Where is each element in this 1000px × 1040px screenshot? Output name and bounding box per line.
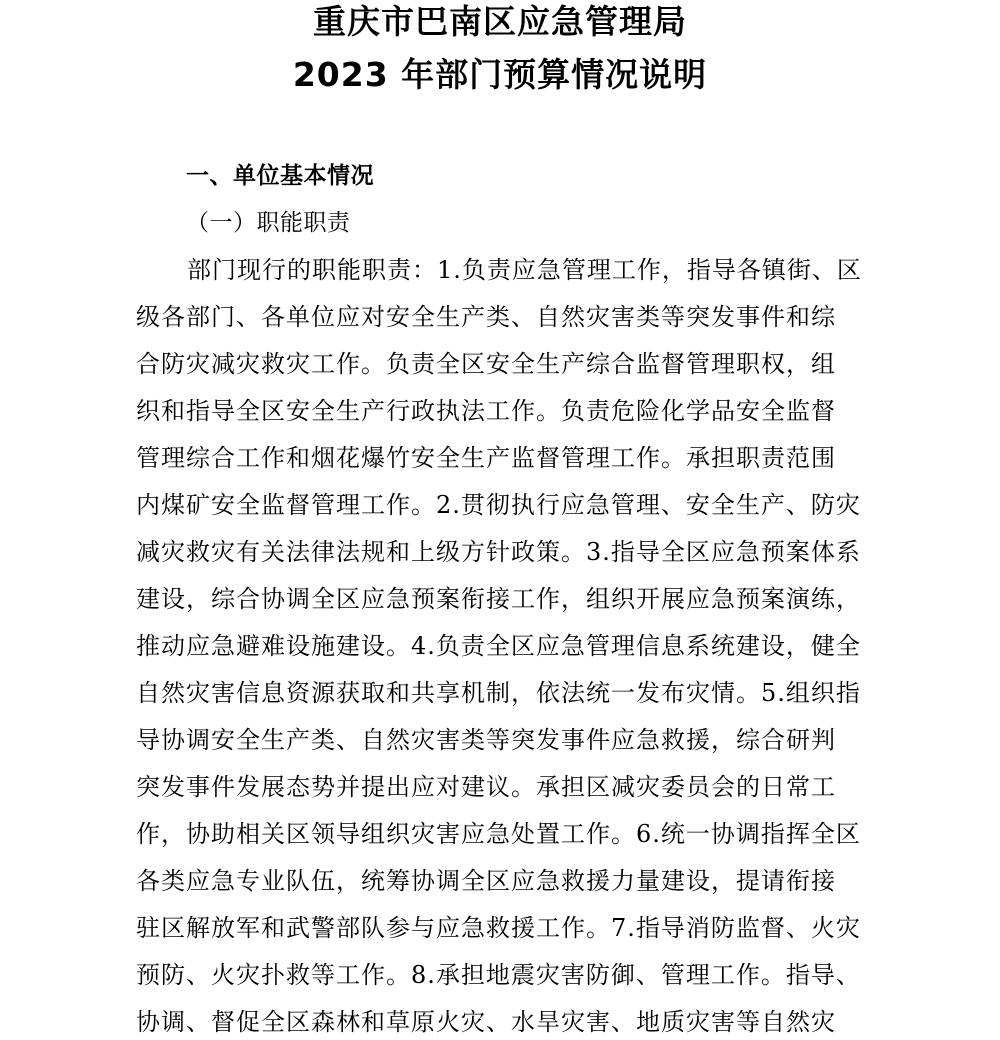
document-title-line-1: 重庆市巴南区应急管理局 xyxy=(313,2,687,41)
paragraph-line: 突发事件发展态势并提出应对建议。承担区减灾委员会的日常工 xyxy=(136,773,836,801)
paragraph-line: 合防灾减灾救灾工作。负责全区安全生产综合监督管理职权，组 xyxy=(136,350,836,378)
paragraph-line: 导协调安全生产类、自然灾害类等突发事件应急救援，综合研判 xyxy=(136,726,836,754)
paragraph-line: 推动应急避难设施建设。4.负责全区应急管理信息系统建设，健全 xyxy=(136,632,861,660)
paragraph-line: 协调、督促全区森林和草原火灾、水旱灾害、地质灾害等自然灾 xyxy=(136,1008,836,1036)
paragraph-line: 作，协助相关区领导组织灾害应急处置工作。6.统一协调指挥全区 xyxy=(136,820,861,848)
paragraph-line: 预防、火灾扑救等工作。8.承担地震灾害防御、管理工作。指导、 xyxy=(136,961,861,989)
subsection-heading-functions: （一）职能职责 xyxy=(186,210,351,236)
document-title-line-2: 2023 年部门预算情况说明 xyxy=(292,55,708,94)
paragraph-line: 各类应急专业队伍，统筹协调全区应急救援力量建设，提请衔接 xyxy=(136,867,836,895)
paragraph-line: 自然灾害信息资源获取和共享机制，依法统一发布灾情。5.组织指 xyxy=(136,679,861,707)
paragraph-line: 织和指导全区安全生产行政执法工作。负责危险化学品安全监督 xyxy=(136,397,836,425)
paragraph-line: 内煤矿安全监督管理工作。2.贯彻执行应急管理、安全生产、防灾 xyxy=(136,491,861,519)
paragraph-line: 建设，综合协调全区应急预案衔接工作，组织开展应急预案演练， xyxy=(136,585,861,613)
paragraph-line: 部门现行的职能职责：1.负责应急管理工作，指导各镇街、区 xyxy=(187,256,862,284)
paragraph-line: 减灾救灾有关法律法规和上级方针政策。3.指导全区应急预案体系 xyxy=(136,538,861,566)
paragraph-line: 管理综合工作和烟花爆竹安全生产监督管理工作。承担职责范围 xyxy=(136,444,836,472)
paragraph-line: 级各部门、各单位应对安全生产类、自然灾害类等突发事件和综 xyxy=(136,303,836,331)
section-heading-basic-info: 一、单位基本情况 xyxy=(186,163,374,189)
paragraph-line: 驻区解放军和武警部队参与应急救援工作。7.指导消防监督、火灾 xyxy=(136,914,861,942)
